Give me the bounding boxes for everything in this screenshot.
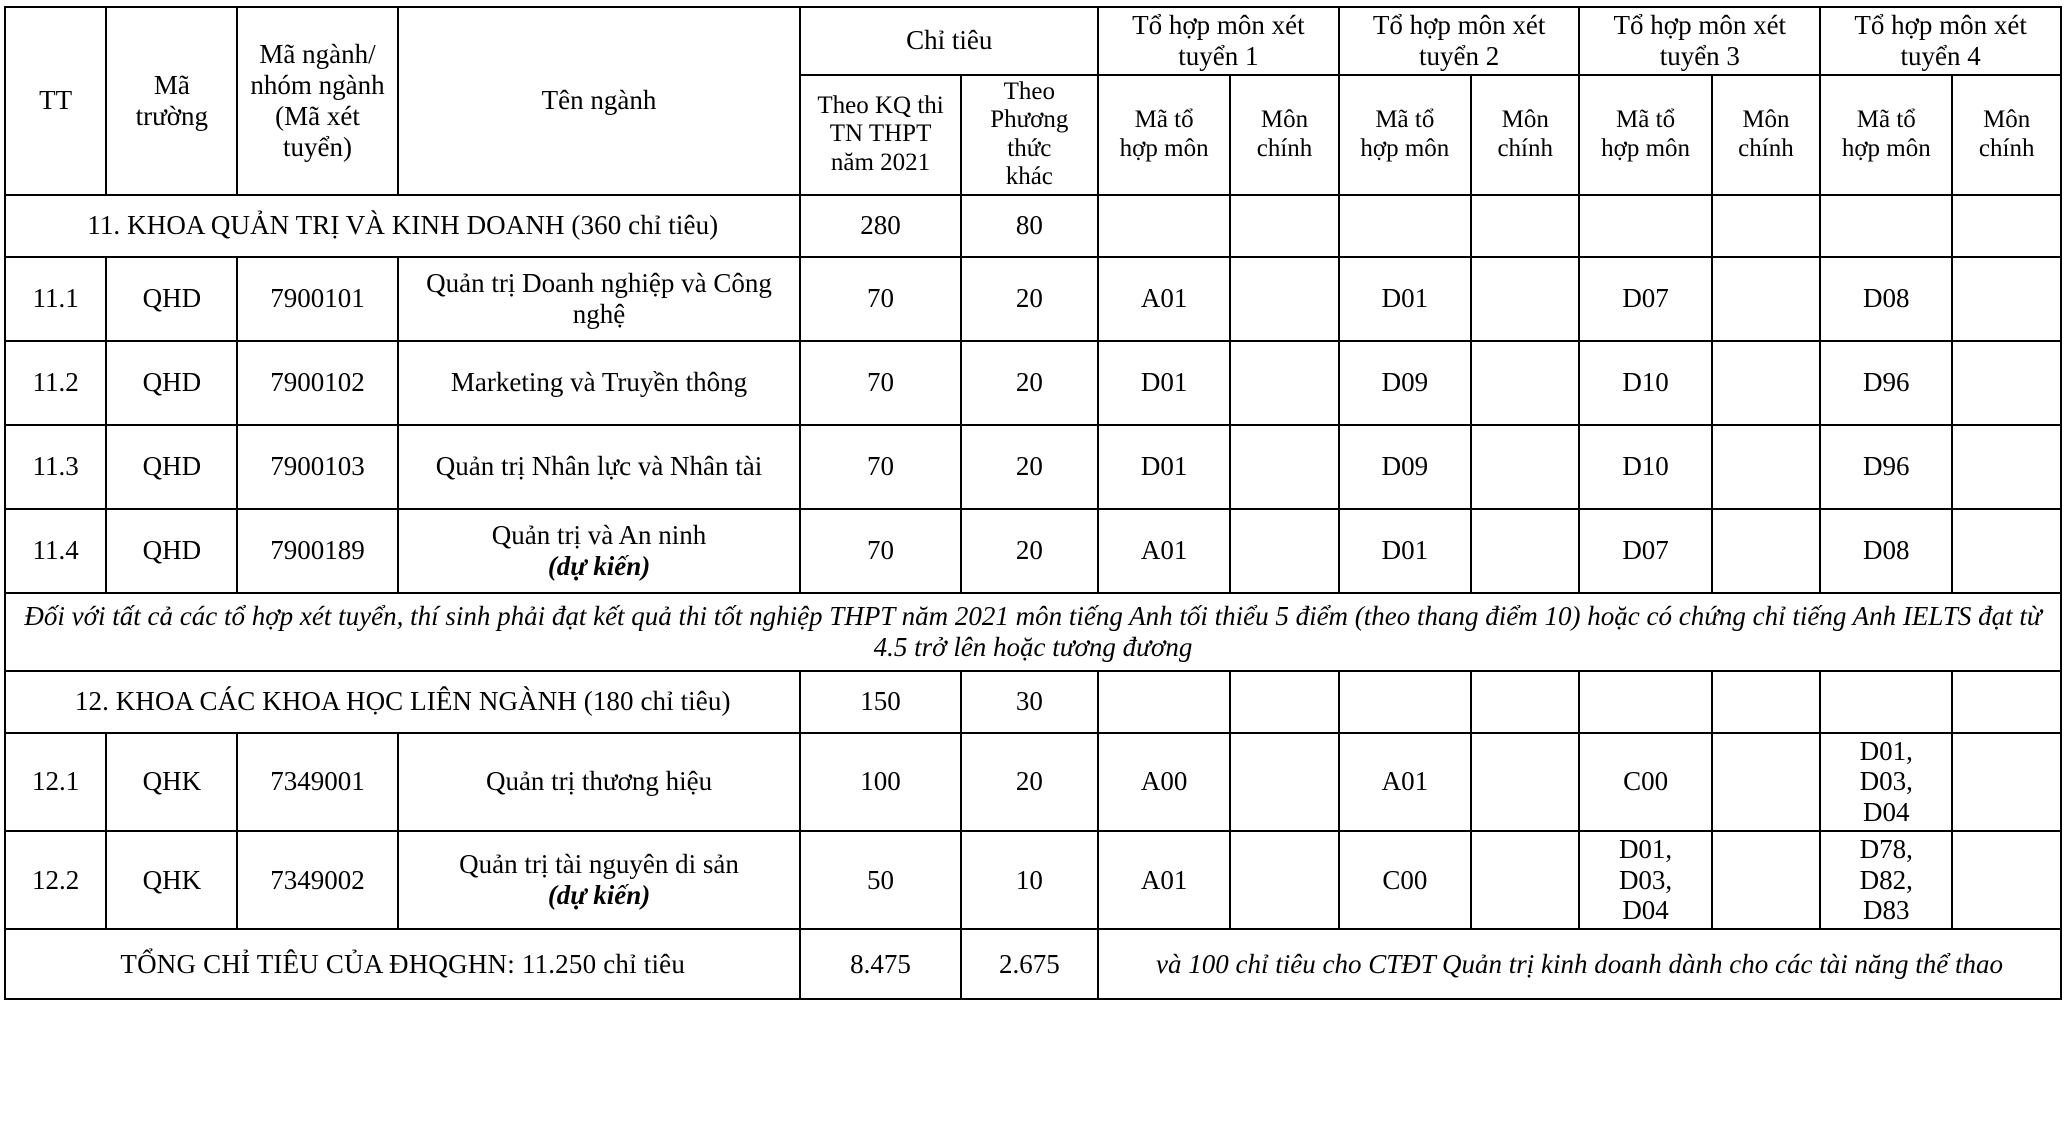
cell-to-hop-3-mon <box>1712 831 1820 929</box>
program-name-text: Quản trị Nhân lực và Nhân tài <box>435 451 763 482</box>
program-name-text: Quản trị thương hiệu <box>485 766 713 797</box>
cell-ten-nganh <box>398 509 801 593</box>
cell-to-hop-2-mon <box>1471 257 1579 341</box>
grand-total-pt-khac: 2.675 <box>961 929 1098 999</box>
cell-to-hop-4-mon <box>1952 733 2061 831</box>
header-ma-to-hop-mon-3: Mã tổ hợp môn <box>1579 75 1711 195</box>
header-theo-kq-thi: Theo KQ thi TN THPT năm 2021 <box>800 75 960 195</box>
cell-to-hop-4-mon <box>1952 425 2061 509</box>
cell-to-hop-2-mon <box>1471 341 1579 425</box>
program-name-note: (dự kiến) <box>547 550 651 581</box>
cell-to-hop-2-ma: A01 <box>1339 733 1471 831</box>
empty-cell <box>1339 671 1471 733</box>
header-tt: TT <box>5 7 106 195</box>
empty-cell <box>1712 671 1820 733</box>
empty-cell <box>1579 671 1711 733</box>
header-to-hop-1: Tổ hợp môn xét tuyển 1 <box>1098 7 1339 75</box>
grand-total-label: TỔNG CHỈ TIÊU CỦA ĐHQGHN: 11.250 chỉ tiêu <box>5 929 800 999</box>
cell-to-hop-3-mon <box>1712 509 1820 593</box>
cell-to-hop-3-mon <box>1712 257 1820 341</box>
cell-ma-nganh: 7900101 <box>237 257 397 341</box>
cell-ten-nganh <box>398 831 801 929</box>
cell-to-hop-1-ma: A00 <box>1098 733 1230 831</box>
cell-tt: 11.2 <box>5 341 106 425</box>
header-mon-chinh-4: Môn chính <box>1952 75 2061 195</box>
cell-to-hop-1-ma: D01 <box>1098 341 1230 425</box>
cell-to-hop-4-ma: D78, D82, D83 <box>1820 831 1952 929</box>
header-ma-nganh: Mã ngành/ nhóm ngành (Mã xét tuyển) <box>237 7 397 195</box>
table-header <box>5 7 2061 195</box>
table-row <box>5 425 2061 509</box>
cell-ma-truong: QHD <box>106 509 237 593</box>
cell-ma-nganh: 7900103 <box>237 425 397 509</box>
cell-to-hop-3-mon <box>1712 425 1820 509</box>
cell-to-hop-4-ma: D96 <box>1820 425 1952 509</box>
cell-kq-thi: 100 <box>800 733 960 831</box>
cell-kq-thi: 70 <box>800 509 960 593</box>
table-body <box>5 195 2061 1000</box>
section-pt-khac-total: 30 <box>961 671 1098 733</box>
table-row <box>5 341 2061 425</box>
table-row <box>5 733 2061 831</box>
cell-to-hop-1-mon <box>1230 831 1338 929</box>
cell-to-hop-2-ma: C00 <box>1339 831 1471 929</box>
cell-to-hop-2-mon <box>1471 425 1579 509</box>
cell-to-hop-4-mon <box>1952 341 2061 425</box>
cell-ma-truong: QHK <box>106 733 237 831</box>
header-mon-chinh-1: Môn chính <box>1230 75 1338 195</box>
cell-to-hop-1-mon <box>1230 341 1338 425</box>
cell-to-hop-2-mon <box>1471 733 1579 831</box>
empty-cell <box>1952 195 2061 257</box>
cell-ma-truong: QHD <box>106 341 237 425</box>
cell-pt-khac: 20 <box>961 509 1098 593</box>
cell-to-hop-1-mon <box>1230 509 1338 593</box>
cell-pt-khac: 20 <box>961 257 1098 341</box>
header-chi-tieu: Chỉ tiêu <box>800 7 1098 75</box>
cell-to-hop-4-ma: D01, D03, D04 <box>1820 733 1952 831</box>
empty-cell <box>1230 195 1338 257</box>
header-mon-chinh-2: Môn chính <box>1471 75 1579 195</box>
cell-to-hop-4-mon <box>1952 509 2061 593</box>
table-row <box>5 509 2061 593</box>
cell-to-hop-3-ma: D07 <box>1579 257 1711 341</box>
cell-to-hop-3-ma: D01, D03, D04 <box>1579 831 1711 929</box>
cell-ten-nganh <box>398 733 801 831</box>
cell-pt-khac: 20 <box>961 733 1098 831</box>
section-title: 11. KHOA QUẢN TRỊ VÀ KINH DOANH (360 chỉ tiêu) <box>5 195 800 257</box>
cell-to-hop-4-mon <box>1952 257 2061 341</box>
cell-tt: 12.2 <box>5 831 106 929</box>
cell-pt-khac: 20 <box>961 425 1098 509</box>
cell-to-hop-1-ma: D01 <box>1098 425 1230 509</box>
cell-to-hop-3-ma: C00 <box>1579 733 1711 831</box>
cell-kq-thi: 70 <box>800 341 960 425</box>
section-kq-thi-total: 150 <box>800 671 960 733</box>
cell-to-hop-3-ma: D10 <box>1579 341 1711 425</box>
cell-pt-khac: 10 <box>961 831 1098 929</box>
empty-cell <box>1230 671 1338 733</box>
cell-to-hop-4-ma: D96 <box>1820 341 1952 425</box>
cell-pt-khac: 20 <box>961 341 1098 425</box>
empty-cell <box>1820 671 1952 733</box>
cell-to-hop-4-ma: D08 <box>1820 257 1952 341</box>
header-ten-nganh: Tên ngành <box>398 7 801 195</box>
cell-to-hop-2-mon <box>1471 831 1579 929</box>
cell-to-hop-1-ma: A01 <box>1098 509 1230 593</box>
grand-total-note: và 100 chỉ tiêu cho CTĐT Quản trị kinh doanh dành cho các tài năng thể thao <box>1098 929 2061 999</box>
empty-cell <box>1952 671 2061 733</box>
empty-cell <box>1471 195 1579 257</box>
cell-to-hop-2-ma: D01 <box>1339 509 1471 593</box>
cell-to-hop-3-mon <box>1712 733 1820 831</box>
cell-ma-truong: QHD <box>106 425 237 509</box>
header-ma-truong: Mã trường <box>106 7 237 195</box>
header-theo-pt-khac: Theo Phương thức khác <box>961 75 1098 195</box>
program-name-text: Quản trị tài nguyên di sản <box>459 849 739 880</box>
section-header-row <box>5 671 2061 733</box>
cell-kq-thi: 70 <box>800 425 960 509</box>
program-name-text: Quản trị và An ninh <box>491 519 707 550</box>
cell-to-hop-2-mon <box>1471 509 1579 593</box>
section-kq-thi-total: 280 <box>800 195 960 257</box>
cell-ma-nganh: 7349002 <box>237 831 397 929</box>
cell-to-hop-3-ma: D07 <box>1579 509 1711 593</box>
cell-tt: 11.4 <box>5 509 106 593</box>
program-name-note: (dự kiến) <box>547 879 651 910</box>
empty-cell <box>1098 195 1230 257</box>
cell-tt: 11.3 <box>5 425 106 509</box>
section-title: 12. KHOA CÁC KHOA HỌC LIÊN NGÀNH (180 chỉ tiêu) <box>5 671 800 733</box>
cell-ma-truong: QHD <box>106 257 237 341</box>
cell-ten-nganh <box>398 257 801 341</box>
cell-tt: 11.1 <box>5 257 106 341</box>
table-row <box>5 257 2061 341</box>
cell-ma-truong: QHK <box>106 831 237 929</box>
cell-tt: 12.1 <box>5 733 106 831</box>
cell-kq-thi: 50 <box>800 831 960 929</box>
section-header-row <box>5 195 2061 257</box>
header-to-hop-2: Tổ hợp môn xét tuyển 2 <box>1339 7 1580 75</box>
grand-total-row <box>5 929 2061 999</box>
cell-ma-nganh: 7349001 <box>237 733 397 831</box>
header-to-hop-4: Tổ hợp môn xét tuyển 4 <box>1820 7 2061 75</box>
grand-total-kq-thi: 8.475 <box>800 929 960 999</box>
cell-to-hop-2-ma: D01 <box>1339 257 1471 341</box>
empty-cell <box>1098 671 1230 733</box>
admissions-table <box>4 6 2062 1000</box>
cell-to-hop-3-mon <box>1712 341 1820 425</box>
cell-to-hop-2-ma: D09 <box>1339 341 1471 425</box>
section-pt-khac-total: 80 <box>961 195 1098 257</box>
cell-to-hop-4-mon <box>1952 831 2061 929</box>
program-name-text: Quản trị Doanh nghiệp và Công nghệ <box>426 267 772 329</box>
table-row <box>5 831 2061 929</box>
empty-cell <box>1339 195 1471 257</box>
header-mon-chinh-3: Môn chính <box>1712 75 1820 195</box>
cell-to-hop-3-ma: D10 <box>1579 425 1711 509</box>
cell-to-hop-1-mon <box>1230 257 1338 341</box>
cell-ma-nganh: 7900102 <box>237 341 397 425</box>
cell-ten-nganh <box>398 425 801 509</box>
cell-ma-nganh: 7900189 <box>237 509 397 593</box>
header-row-top <box>5 7 2061 75</box>
empty-cell <box>1471 671 1579 733</box>
cell-to-hop-1-ma: A01 <box>1098 831 1230 929</box>
header-ma-to-hop-mon-2: Mã tổ hợp môn <box>1339 75 1471 195</box>
cell-to-hop-1-mon <box>1230 425 1338 509</box>
program-name-text: Marketing và Truyền thông <box>450 367 748 398</box>
cell-to-hop-4-ma: D08 <box>1820 509 1952 593</box>
cell-to-hop-2-ma: D09 <box>1339 425 1471 509</box>
cell-kq-thi: 70 <box>800 257 960 341</box>
cell-to-hop-1-ma: A01 <box>1098 257 1230 341</box>
header-ma-to-hop-mon-4: Mã tổ hợp môn <box>1820 75 1952 195</box>
empty-cell <box>1820 195 1952 257</box>
section-note: Đối với tất cả các tổ hợp xét tuyển, thí sinh phải đạt kết quả thi tốt nghiệp THPT năm 2021 môn tiếng Anh tối thiểu 5 điểm (theo thang điểm 10) hoặc có chứng chỉ tiếng Anh IELTS đạt từ 4.5 trở lên hoặc tương đương <box>5 593 2061 671</box>
cell-ten-nganh <box>398 341 801 425</box>
header-to-hop-3: Tổ hợp môn xét tuyển 3 <box>1579 7 1820 75</box>
section-note-row <box>5 593 2061 671</box>
empty-cell <box>1579 195 1711 257</box>
header-ma-to-hop-mon-1: Mã tổ hợp môn <box>1098 75 1230 195</box>
cell-to-hop-1-mon <box>1230 733 1338 831</box>
empty-cell <box>1712 195 1820 257</box>
